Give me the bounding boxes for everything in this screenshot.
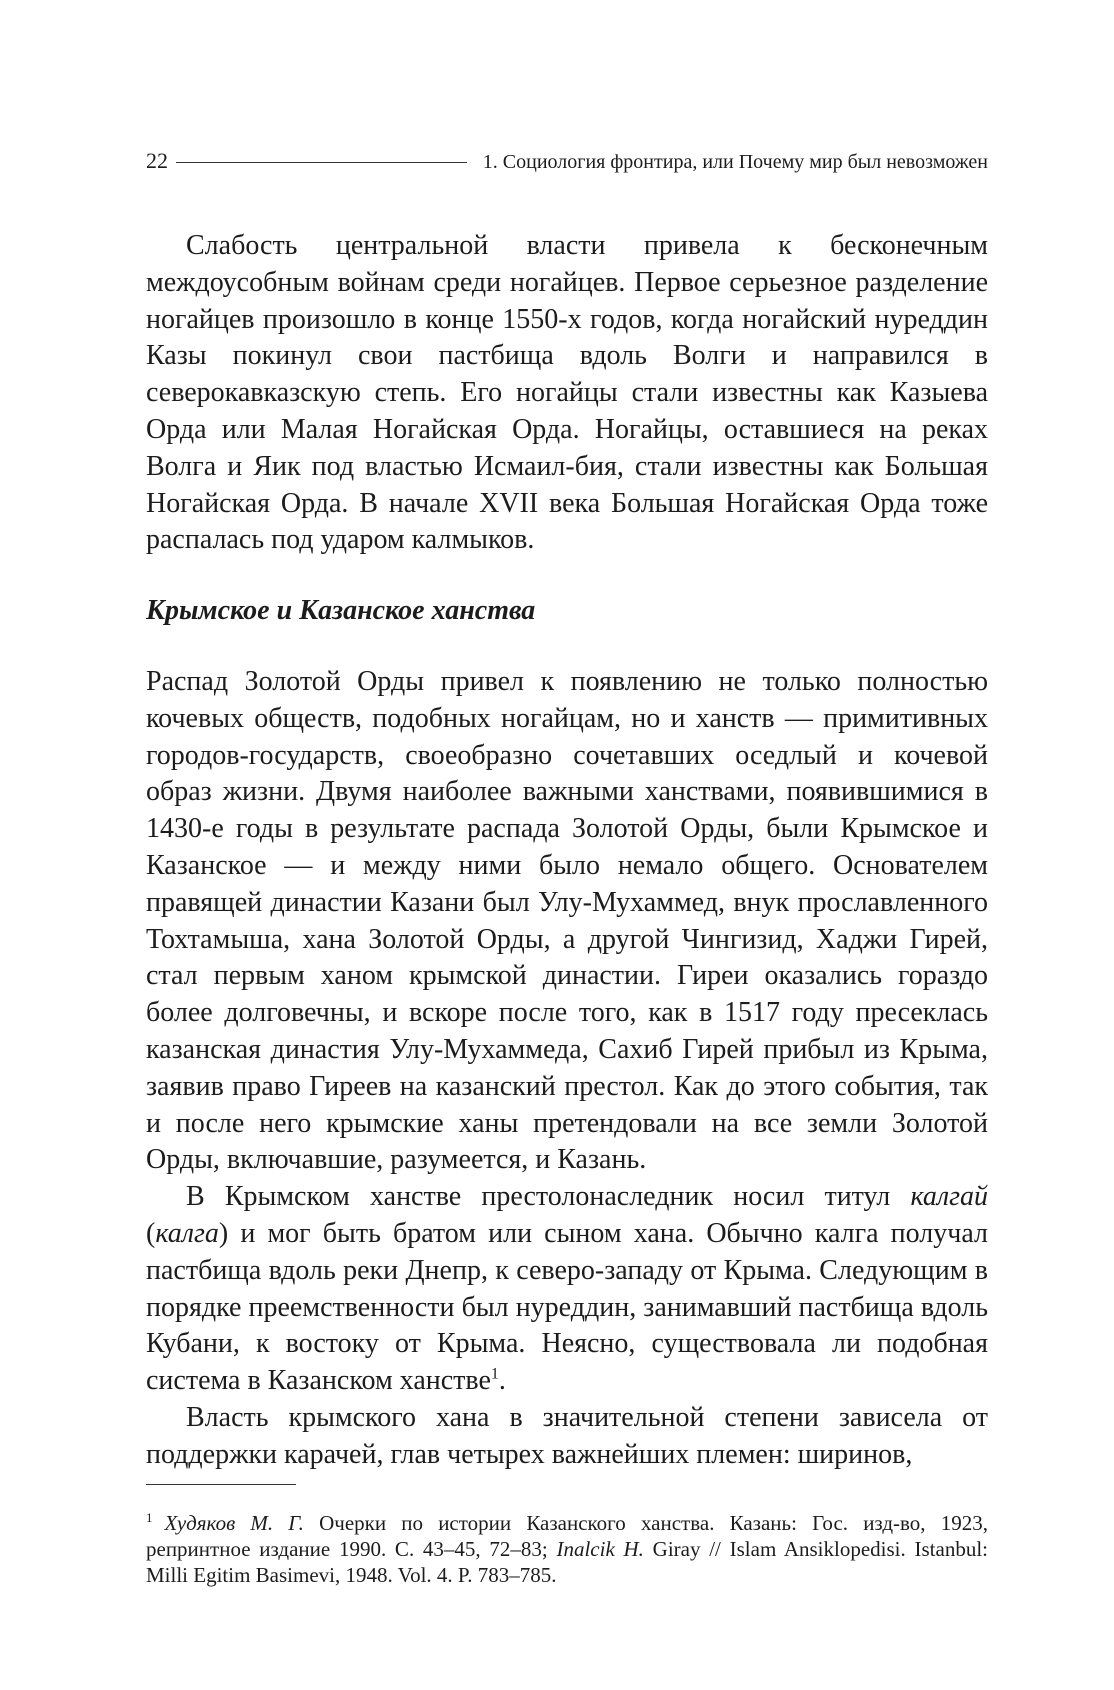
footnote-reference[interactable]: 1	[490, 1365, 499, 1383]
paragraph-3-text-c: ) и мог быть братом или сыном хана. Обычно калга получал пастбища вдоль реки Днепр, к северо-западу от Крыма. Следующим в порядке преемственности был нуреддин, занимавший пастбища вдоль Кубани, к востоку от Крыма. Неясно, существовала ли подобная система в Казанском ханстве	[146, 1217, 988, 1397]
body-text	[146, 228, 988, 1474]
paragraph-4: Власть крымского хана в значительной степени зависела от поддержки карачей, глав четырех важнейших племен: ширинов,	[146, 1401, 988, 1470]
page-number: 22	[146, 148, 168, 173]
book-page	[146, 148, 988, 1588]
section-heading: Крымское и Казанское ханства	[146, 595, 536, 627]
paragraph-2: Распад Золотой Орды привел к появлению не только полностью кочевых обществ, подобных ногайцам, но и ханств — примитивных городов-государств, своеобразно сочетавших оседлый и кочевой образ жизни. Двумя наиболее важными ханствами, появившимися в 1430-е годы в результате распада Золотой Орды, были Крымское и Казанское — и между ними было немало общего. Основателем правящей династии Казани был Улу-Мухаммед, внук прославленного Тохтамыша, хана Золотой Орды, а другой Чингизид, Хаджи Гирей, стал первым ханом крымской династии. Гиреи оказались гораздо более долговечны, и вскоре после того, как в 1517 году пресеклась казанская династия Улу-Мухаммеда, Сахиб Гирей прибыл из Крыма, заявив право Гиреев на казанский престол. Как до этого события, так и после него крымские ханы претендовали на все земли Золотой Орды, включавшие, разумеется, и Казань.	[146, 665, 988, 1176]
footnote-text-1: Очерки по истории Казанского ханства. Казань: Гос. изд-во, 1923, репринтное издание 1990. С. 43–45, 72–83;	[146, 1510, 988, 1561]
footnote-author-1: Худяков М. Г.	[164, 1510, 304, 1535]
footnote-author-2: Inalcik H.	[556, 1536, 644, 1561]
header-rule	[176, 162, 467, 163]
paragraph-3	[146, 1179, 988, 1400]
footnote-text-2: Giray // Islam Ansiklopedisi. Istanbul: Milli Egitim Basimevi, 1948. Vol. 4. P. 783–785.	[146, 1536, 988, 1587]
footnotes	[146, 1505, 988, 1588]
footnote-mark: 1	[146, 1509, 153, 1525]
running-title: 1. Социология фронтира, или Почему мир был невозможен	[482, 151, 988, 173]
running-head	[146, 148, 988, 182]
footnote-1	[146, 1505, 988, 1588]
paragraph-3-text-d: .	[498, 1365, 506, 1397]
footnote-rule	[146, 1484, 296, 1485]
paragraph-3-text-a: В Крымском ханстве престолонаследник носил титул	[186, 1181, 911, 1213]
paragraph-1: Слабость центральной власти привела к бесконечным междоусобным войнам среди ногайцев. Первое серьезное разделение ногайцев произошло в конце 1550-х годов, когда ногайский нуреддин Казы покинул свои пастбища вдоль Волги и направился в северокавказскую степь. Его ногайцы стали известны как Казыева Орда или Малая Ногайская Орда. Ногайцы, оставшиеся на реках Волга и Яик под властью Исмаил-бия, стали известны как Большая Ногайская Орда. В начале XVII века Большая Ногайская Орда тоже распалась под ударом калмыков.	[146, 230, 988, 556]
term-kalgai: калгай	[910, 1181, 988, 1213]
paragraph-3-text-b: (	[146, 1217, 156, 1249]
term-kalga: калга	[155, 1217, 219, 1249]
